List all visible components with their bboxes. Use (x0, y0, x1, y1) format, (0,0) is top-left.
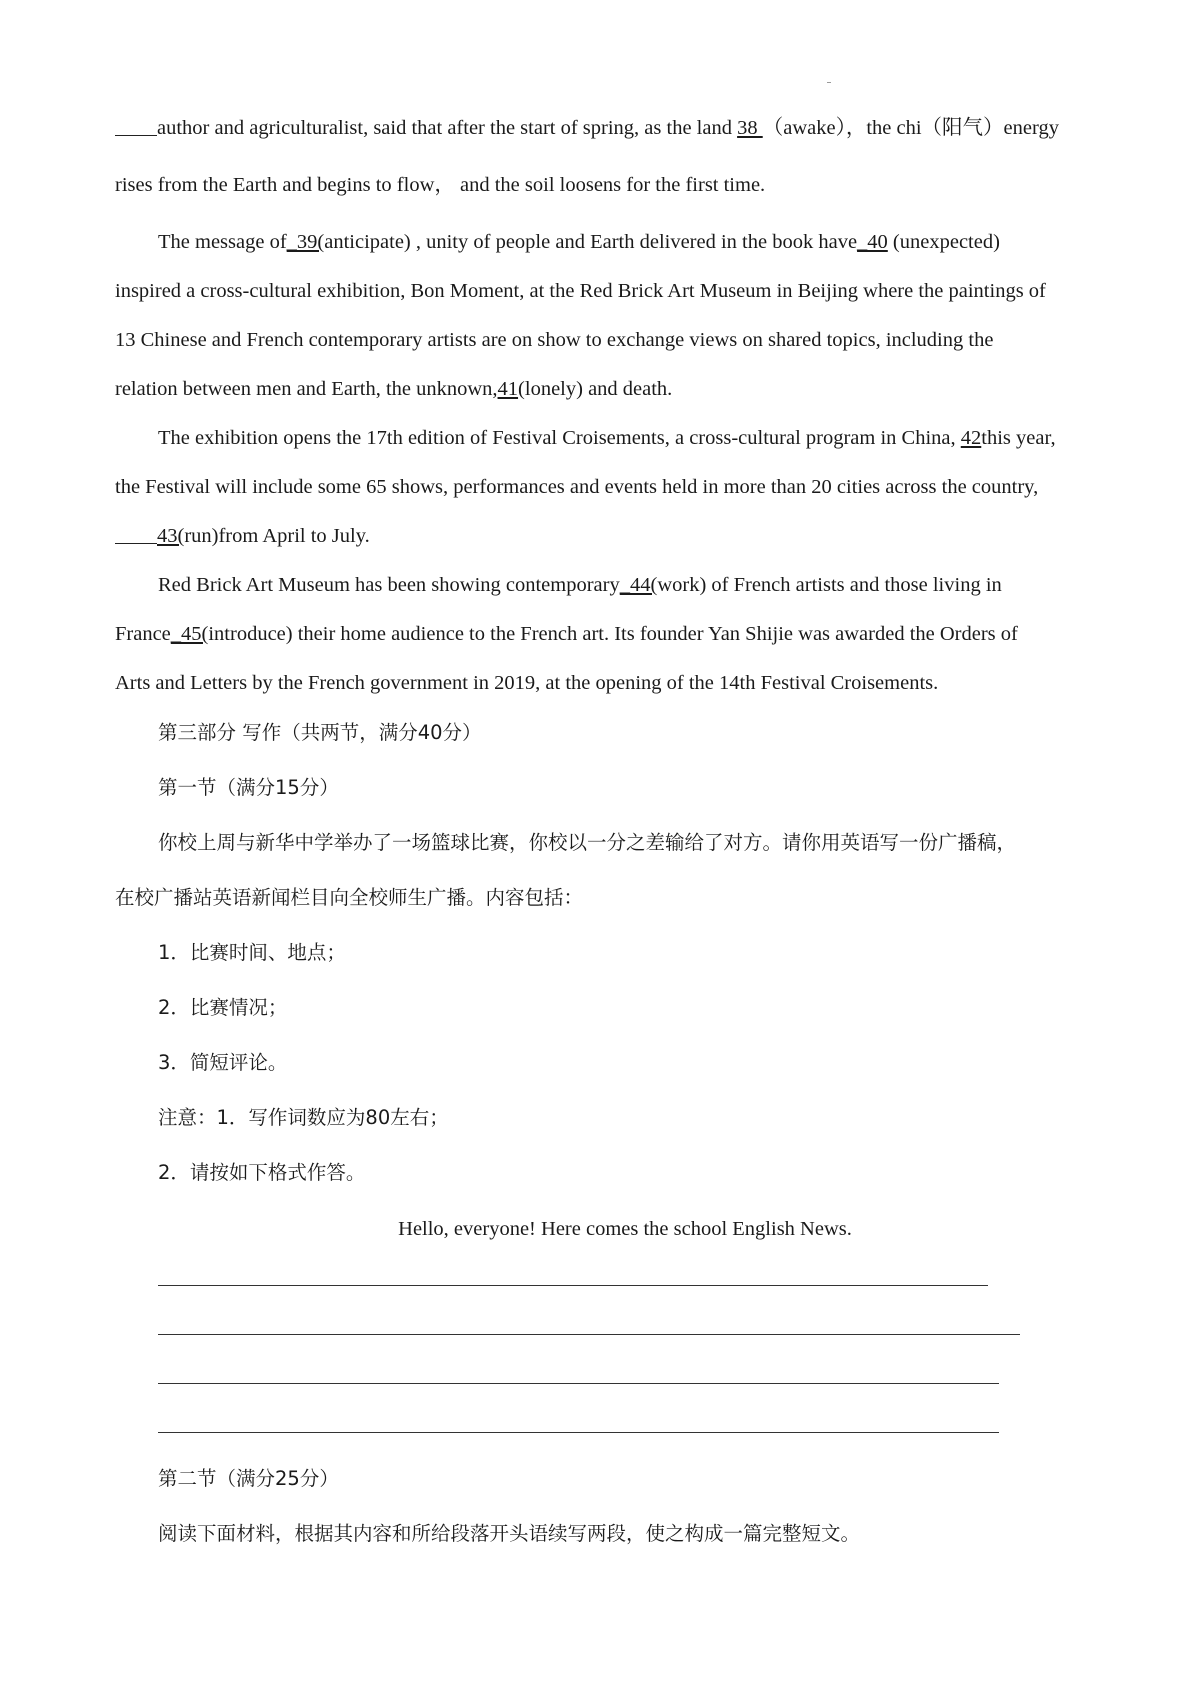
passage-p4-line-2: France_45(introduce) their home audience to the French art. Its founder Yan Shijie was awarded the Orders of (115, 623, 1018, 645)
answer-blank-43-lead[interactable] (115, 543, 157, 544)
passage-p2-line-4: relation between men and Earth, the unknown,41(lonely) and death. (115, 378, 673, 400)
blank-42[interactable]: 42 (960, 427, 982, 449)
note-line-1: 注意：1．写作词数应为80左右； (158, 1106, 449, 1129)
task-item-3: 3．简短评论。 (158, 1051, 288, 1074)
opening-line: Hello, everyone! Here comes the school English News. (398, 1218, 852, 1240)
note-line-2: 2．请按如下格式作答。 (158, 1161, 366, 1184)
blank-40[interactable]: _40 (857, 231, 888, 253)
task-line-1: 你校上周与新华中学举办了一场篮球比赛，你校以一分之差输给了对方。请你用英语写一份广播稿， (158, 831, 1017, 854)
blank-45[interactable]: _45( (170, 623, 209, 645)
section2-instruction: 阅读下面材料，根据其内容和所给段落开头语续写两段，使之构成一篇完整短文。 (158, 1522, 861, 1545)
passage-line-1: author and agriculturalist, said that after the start of spring, as the land 38 （awake），the chi（阳气）energy (115, 118, 1059, 139)
writing-line-1[interactable] (158, 1285, 988, 1286)
writing-line-4[interactable] (158, 1432, 999, 1433)
blank-43[interactable]: 43( (157, 525, 185, 547)
task-item-2: 2．比赛情况； (158, 996, 288, 1019)
section1-heading: 第一节（满分15分） (158, 776, 339, 799)
passage-p2-line-3: 13 Chinese and French contemporary artists are on show to exchange views on shared topics, including the (115, 329, 994, 351)
passage-p3-line-2: the Festival will include some 65 shows, performances and events held in more than 20 cities across the country, (115, 476, 1039, 498)
part3-heading: 第三部分 写作（共两节，满分40分） (158, 721, 482, 744)
section2-heading: 第二节（满分25分） (158, 1467, 339, 1490)
blank-38[interactable]: 38 (737, 117, 763, 139)
task-item-1: 1．比赛时间、地点； (158, 941, 346, 964)
blank-44[interactable]: _44( (619, 574, 658, 596)
passage-p4-line-1: Red Brick Art Museum has been showing contemporary_44(work) of French artists and those living in (158, 574, 1002, 596)
writing-line-3[interactable] (158, 1383, 999, 1384)
writing-line-2[interactable] (158, 1334, 1020, 1335)
blank-39[interactable]: _39( (286, 231, 325, 253)
passage-p2-line-1: The message of_39(anticipate) , unity of people and Earth delivered in the book have_40 (unexpected) (158, 231, 1000, 253)
passage-p3-line-1: The exhibition opens the 17th edition of Festival Croisements, a cross-cultural program in China, 42this year, (158, 427, 1056, 449)
passage-line-2: rises from the Earth and begins to flow， and the soil loosens for the first time. (115, 174, 766, 196)
scan-mark (827, 82, 831, 83)
answer-blank-37[interactable] (115, 135, 157, 136)
passage-p4-line-3: Arts and Letters by the French government in 2019, at the opening of the 14th Festival Croisements. (115, 672, 939, 694)
passage-p3-line-3: 43(run)from April to July. (115, 526, 370, 547)
blank-41[interactable]: 41 (497, 378, 519, 400)
task-line-2: 在校广播站英语新闻栏目向全校师生广播。内容包括： (115, 886, 584, 909)
passage-p2-line-2: inspired a cross-cultural exhibition, Bon Moment, at the Red Brick Art Museum in Beijing where the paintings of (115, 280, 1046, 302)
